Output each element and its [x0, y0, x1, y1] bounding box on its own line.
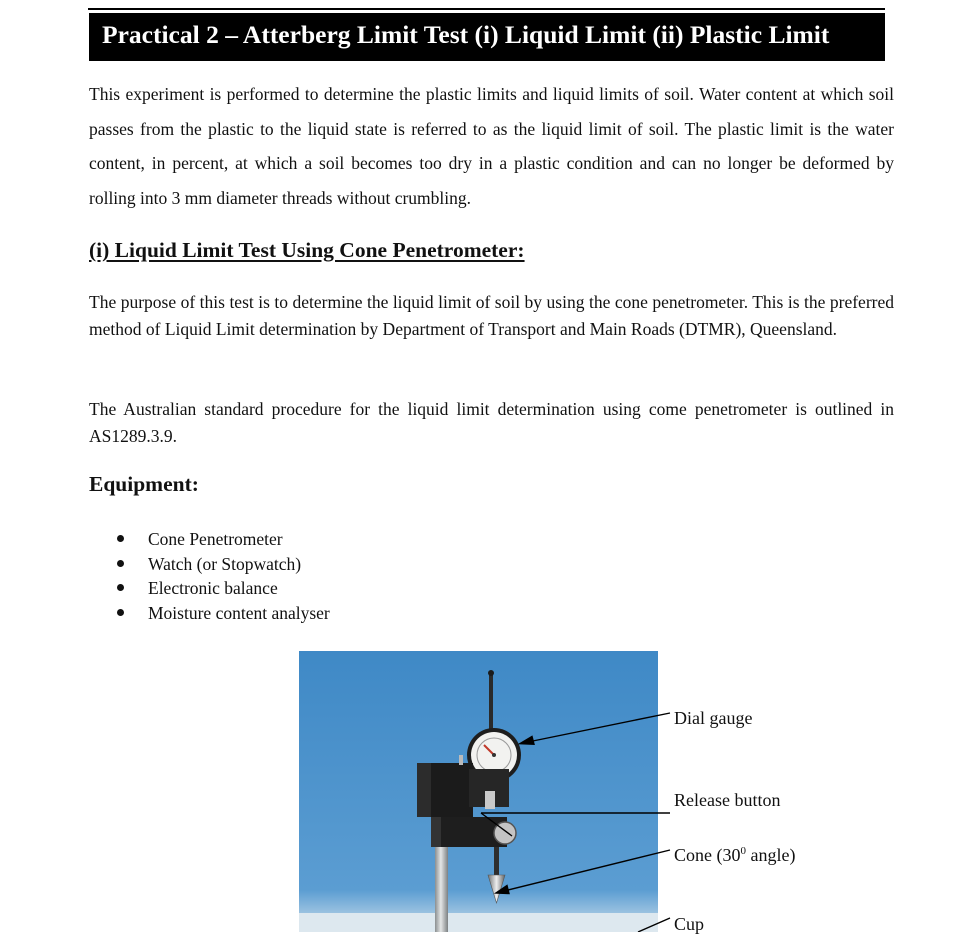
list-item	[117, 576, 330, 601]
label-cone-prefix: Cone (30	[674, 845, 741, 865]
cone-penetrometer-photo	[299, 651, 658, 932]
intro-paragraph: This experiment is performed to determine the plastic limits and liquid limits of soil. Water content at which soil passes from the plastic to the liquid state is referred to as the liquid limit of soil. The plastic limit is the water content, in percent, at which a soil becomes too dry in a plastic condition and can no longer be deformed by rolling into 3 mm diameter threads without crumbling.	[89, 84, 894, 208]
page-title: Practical 2 – Atterberg Limit Test (i) Liquid Limit (ii) Plastic Limit	[89, 13, 885, 61]
list-item	[117, 552, 330, 577]
bench	[299, 913, 658, 932]
label-cone	[674, 845, 795, 866]
list-item	[117, 527, 330, 552]
top-rule	[88, 8, 885, 10]
label-cone-degree: 0	[740, 845, 746, 857]
bullet-icon	[117, 584, 124, 591]
list-item-label: Cone Penetrometer	[148, 529, 283, 549]
list-item-label: Moisture content analyser	[148, 602, 330, 623]
purpose-paragraph: The purpose of this test is to determine the liquid limit of soil by using the cone penetrometer. This is the preferred method of Liquid Limit determination by Department of Transport and Main Roads (DTMR), Queensland.	[89, 292, 894, 339]
list-item	[117, 601, 330, 626]
cone-shaft	[494, 847, 499, 875]
label-cup: Cup	[674, 914, 705, 934]
release-button	[494, 822, 516, 844]
standard-paragraph: The Australian standard procedure for the liquid limit determination using come penetrometer is outlined in AS1289.3.9.	[89, 399, 894, 446]
equipment-heading: Equipment:	[89, 472, 199, 496]
list-item-label: Electronic balance	[148, 578, 278, 598]
equipment-list	[117, 527, 330, 625]
bullet-icon	[117, 535, 124, 542]
label-cone-suffix: angle)	[746, 845, 796, 865]
plunger-rod	[489, 673, 493, 733]
section-heading: (i) Liquid Limit Test Using Cone Penetrometer:	[89, 238, 525, 262]
bullet-icon	[117, 609, 124, 616]
label-dial-gauge: Dial gauge	[674, 708, 753, 728]
label-release-button: Release button	[674, 790, 781, 810]
list-item-label: Watch (or Stopwatch)	[148, 553, 302, 574]
bullet-icon	[117, 560, 124, 567]
